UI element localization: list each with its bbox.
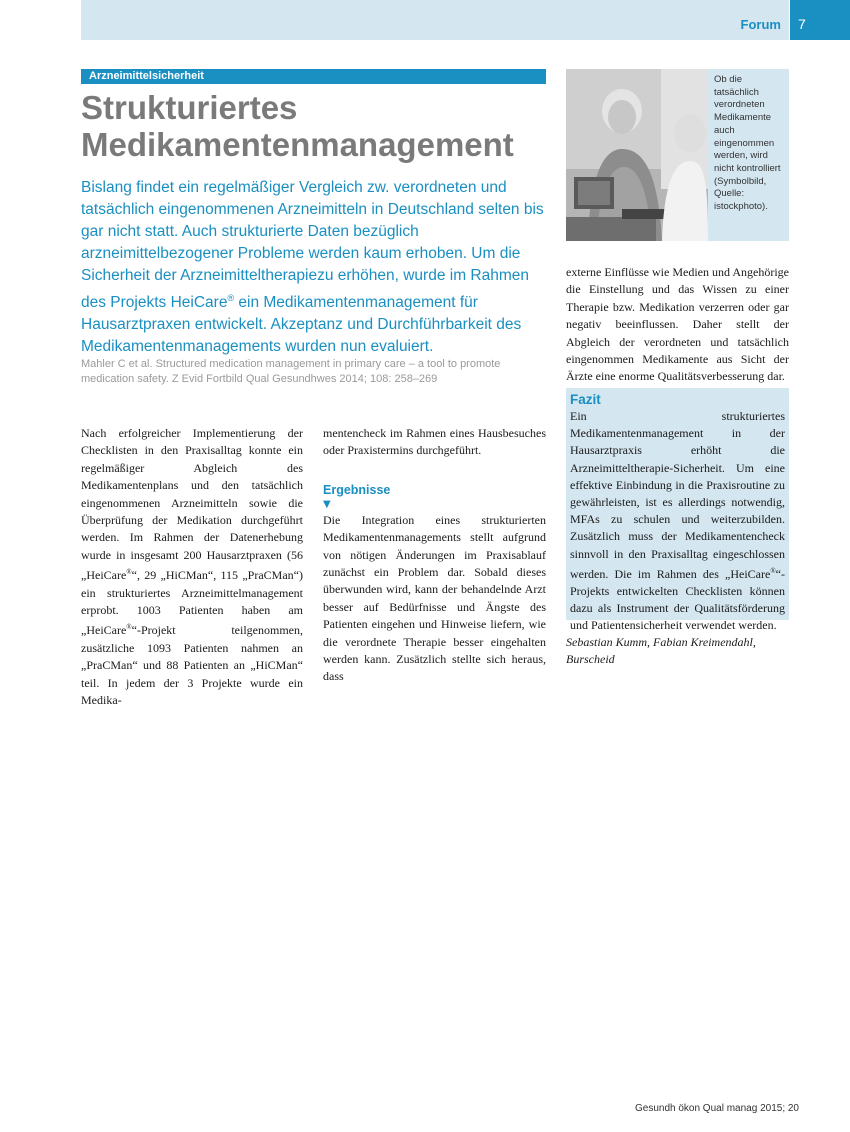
body-paragraph: externe Einflüsse wie Medien und Angehörige die Einstellung und das Wissen zu einer Therapie bzw. Medikation verzerren oder gar negativ beeinflussen. Daher stellt der Abgleich der verordneten und tatsächlich eingenommen Medikamente aus Sicht der Ärzte eine enorme Qualitätsverbesserung dar. [566,265,789,384]
photo-illustration [566,69,708,241]
registered-mark: ® [126,568,132,577]
lead-text-2: ein Medikamentenmanagement für Hausarztpraxen entwickelt. Akzeptanz und Durchführbarkeit des Medikamentenmanagements wurden nun evaluiert. [81,294,522,356]
symbol-photo [566,69,708,241]
body-column-3 [566,264,789,386]
title-line-2: Medikamentenmanagement [81,126,514,163]
authors: Sebastian Kumm, Fabian Kreimendahl, Burscheid [566,635,756,667]
body-column-1 [81,425,303,710]
footer-citation: Gesundh ökon Qual manag 2015; 20 [634,1103,799,1114]
body-text: “-Projekt teilgenommen, zusätzliche 1093 Patienten nahmen an „PraCMan“ und 88 Patienten an „HiCMan“ teil. In jedem der 3 Projekte wurde ein Medika- [81,623,303,708]
body-text: “, 29 „HiCMan“, 115 „PraCMan“) ein strukturiertes Arzneimittelmanagement erprobt. 1003 Patienten haben am „HeiCare [81,568,303,638]
body-paragraph: Die Integration eines strukturierten Medikamentenmanagements stellt aufgrund von nötigen Änderungen im Praxisablauf zunächst ein Problem dar. Sobald dieses überwunden wird, kann der behandelnde Arzt besser auf Bedürfnisse und Ängste des Patienten eingehen und Hinweise liefern, wie die verordnete Therapie besser eingehalten werden kann. Zusätzlich stellte sich heraus, dass [323,512,546,684]
fazit-title: Fazit [570,392,601,407]
fazit-box [566,388,789,633]
body-paragraph: mentencheck im Rahmen eines Hausbesuches oder Praxistermins durchgeführt. [323,426,546,458]
title-line-1: Strukturiertes [81,89,298,126]
fazit-text-2: “-Projekts entwickelten Checklisten können dazu als Instrument der Qualitätsförderung und Patientensicherheit verwendet werden. [570,566,785,633]
header-band [81,0,789,40]
fazit-text-1: Ein strukturiertes Medikamentenmanagement in der Hausarztpraxis erhöht die Arzneimitteltherapie-Sicherheit. Um eine effektive Einbindung in die Praxisroutine zu gewährleisten, ist es allerdings notwendig, MFAs zu schulen und weiterzubilden. Zusätzlich muss der Medikamentencheck sinnvoll in den Praxisalltag eingeschlossen werden. Die im Rahmen des „HeiCare [570,409,785,581]
figure [566,69,789,241]
article-title [81,89,551,163]
body-paragraph [81,425,303,710]
section-name: Forum [740,17,781,32]
registered-mark: ® [227,293,235,303]
body-text: Nach erfolgreicher Implementierung der Checklisten in den Praxisalltag konnte ein regelmäßiger Abgleich des Medikamentenplans und den tatsächlich eingenommenen Arzneimitteln sowie die Überprüfung der Medikation durchgeführt werden. Im Rahmen der Datenerhebung wurde in insgesamt 200 Hausarztpraxen (56 „HeiCare [81,426,303,583]
body-column-2 [323,425,546,686]
lead-text-1: Bislang findet ein regelmäßiger Vergleich zw. verordneten und tatsächlich eingenommenen Arzneimitteln in Deutschland selten bis gar nicht statt. Auch strukturierte Daten bezüglich arzneimittelbezogener Probleme werden kaum erhoben. Um die Sicherheit der Arzneimitteltherapiezu erhöhen, wurde im Rahmen des Projekts HeiCare [81,179,544,312]
fazit-text [570,408,785,635]
registered-mark: ® [770,566,776,575]
figure-caption: Ob die tatsächlich verordneten Medikamente auch eingenommen werden, wird nicht kontrolliert (Symbolbild, Quelle: istockphoto). [714,74,781,213]
page-number: 7 [790,0,850,40]
lead-paragraph [81,177,546,358]
triangle-down-icon: ▼ [323,498,331,510]
category-label: Arzneimittelsicherheit [81,69,546,84]
registered-mark: ® [126,623,132,632]
citation: Mahler C et al. Structured medication management in primary care – a tool to promote medication safety. Z Evid Fortbild Qual Gesundhwes 2014; 108: 258–269 [81,358,501,385]
results-heading: Ergebnisse [323,482,391,497]
